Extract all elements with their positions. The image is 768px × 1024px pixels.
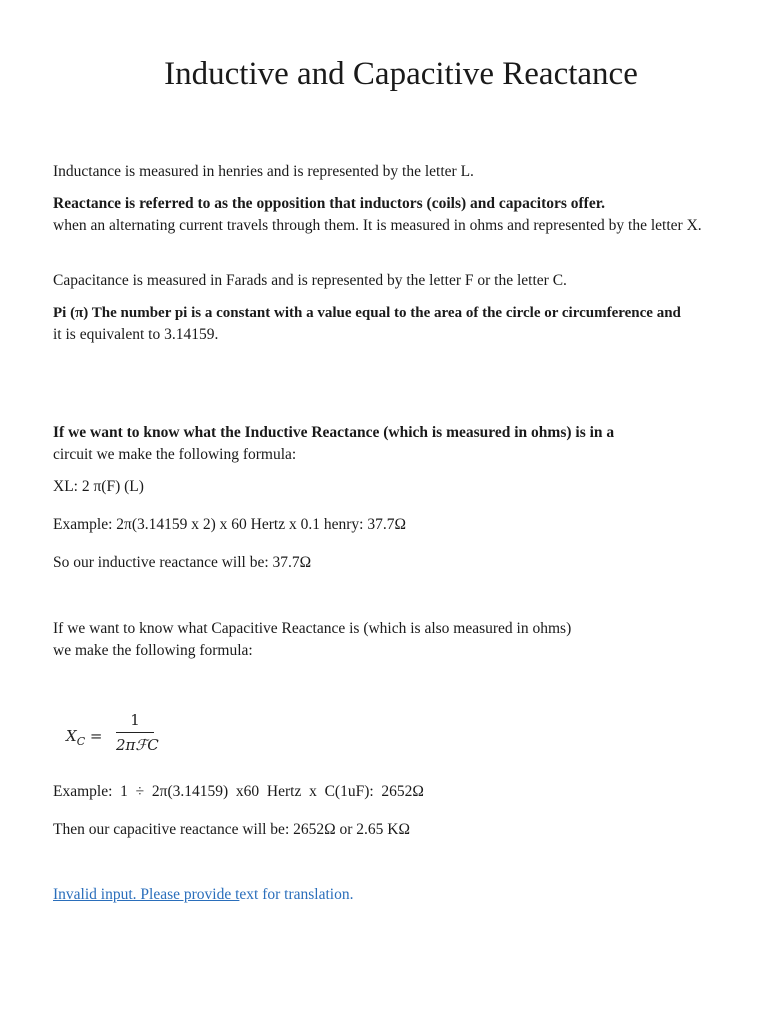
paragraph-pi <box>53 302 763 346</box>
formula-lhs-sub: C <box>76 735 86 748</box>
capacitive-formula-image <box>60 708 160 764</box>
pi-definition-bold: Pi (π) The number pi is a constant with a value equal to the area of the circle or circumference and <box>53 305 681 321</box>
translation-link[interactable]: Invalid input. Please provide t <box>53 886 240 903</box>
reactance-definition-rest: when an alternating current travels through them. It is measured in ohms and represented by the letter X. <box>53 217 702 234</box>
formula-fraction <box>116 710 159 755</box>
pi-definition-rest: it is equivalent to 3.14159. <box>53 326 219 343</box>
page-title: Inductive and Capacitive Reactance <box>164 56 638 92</box>
paragraph-reactance <box>53 193 753 237</box>
formula-lhs <box>66 725 102 753</box>
paragraph-inductive-intro <box>53 422 753 466</box>
capacitive-result: Then our capacitive reactance will be: 2652Ω or 2.65 KΩ <box>53 821 411 838</box>
translation-link-rest: ext for translation. <box>239 886 354 903</box>
inductive-result: So our inductive reactance will be: 37.7Ω <box>53 554 312 571</box>
capacitive-example: Example: 1 ÷ 2π(3.14159) x60 Hertz x C(1uF): 2652Ω <box>53 783 424 800</box>
inductive-intro-rest: circuit we make the following formula: <box>53 446 297 463</box>
translation-link-line <box>53 884 353 906</box>
inductive-example: Example: 2π(3.14159 x 2) x 60 Hertz x 0.1 henry: 37.7Ω <box>53 516 406 533</box>
formula-denominator: 2πℱC <box>116 736 159 754</box>
paragraph-inductance: Inductance is measured in henries and is represented by the letter L. <box>53 163 474 180</box>
formula-equals: = <box>89 727 103 745</box>
inductive-formula: XL: 2 π(F) (L) <box>53 478 144 495</box>
paragraph-capacitive-intro: If we want to know what Capacitive Reactance is (which is also measured in ohms) we make the following formula: <box>53 620 572 659</box>
reactance-definition-bold: Reactance is referred to as the opposition that inductors (coils) and capacitors offer. <box>53 195 606 212</box>
formula-lhs-var: X <box>66 727 77 745</box>
paragraph-capacitance: Capacitance is measured in Farads and is represented by the letter F or the letter C. <box>53 272 567 289</box>
inductive-intro-bold: If we want to know what the Inductive Reactance (which is measured in ohms) is in a <box>53 424 615 441</box>
fraction-bar <box>116 732 154 733</box>
formula-numerator: 1 <box>130 711 140 729</box>
